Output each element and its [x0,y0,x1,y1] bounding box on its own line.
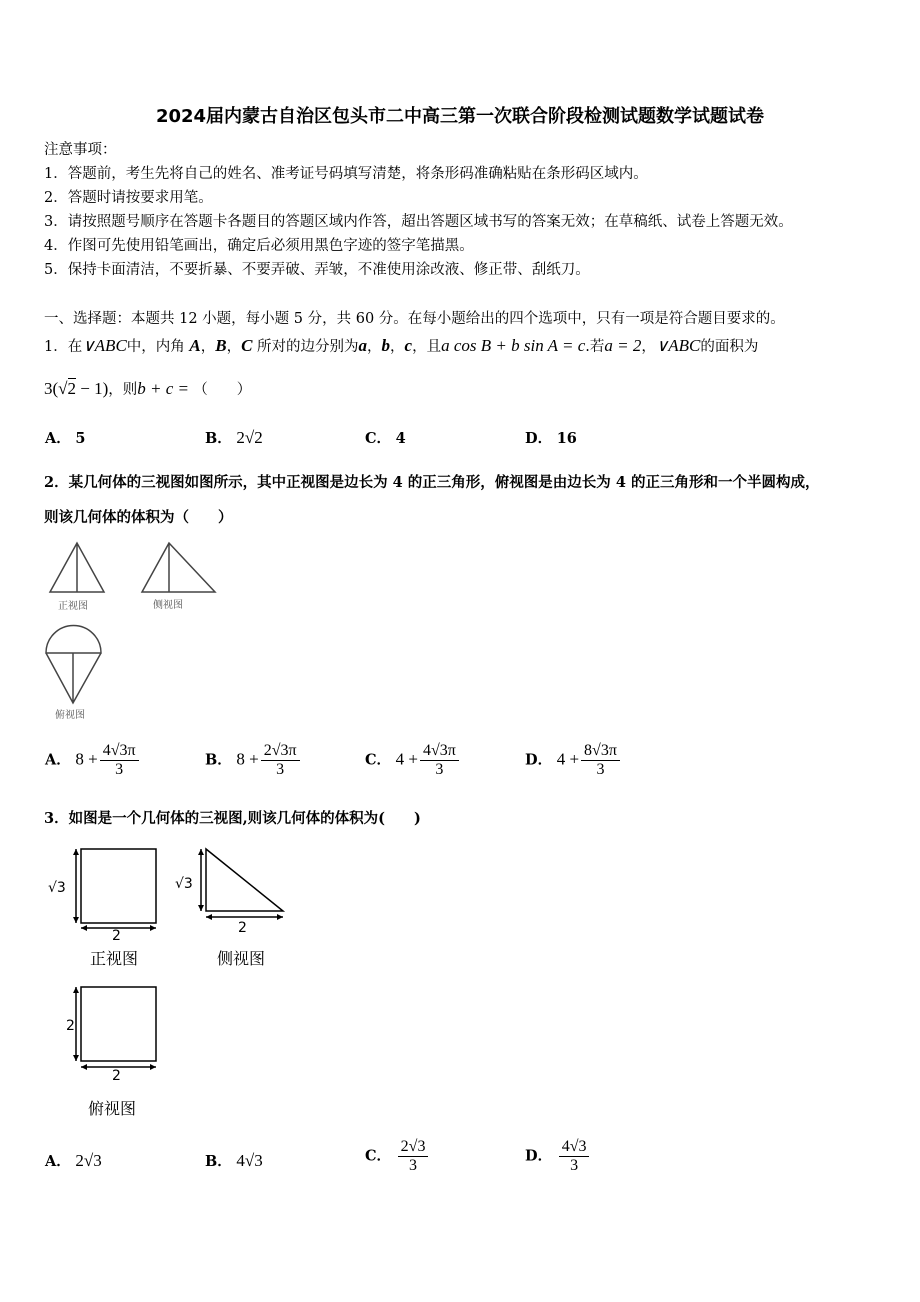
note-item: 2．答题时请按要求用笔。 [44,190,213,206]
q1-option-a[interactable]: A． 5 [45,430,86,447]
question-1-line-2: 3(√2 − 1)，则b + c = （ ） [44,379,252,398]
q2-option-b[interactable]: B． 8 + $\frac{2√3\pi}{3}$ [205,742,300,779]
side-view-label: 侧视图 [217,949,266,968]
side-view-triangle [201,849,283,917]
side-view-label: 侧视图 [153,600,183,611]
q2-option-a[interactable]: A． 8 + $\frac{4√3\pi}{3}$ [45,742,139,779]
top-view-label: 俯视图 [55,710,85,721]
dim-sqrt3: √3 [48,880,66,896]
q1-option-c[interactable]: C． 4 [365,430,406,447]
front-view-label: 正视图 [58,601,88,612]
q3-option-d[interactable]: D． $\frac{4√3}{3}$ [525,1138,589,1175]
question-2-line-2: 则该几何体的体积为（ ） [44,509,233,526]
note-item: 3．请按照题号顺序在答题卡各题目的答题区域内作答，超出答题区域书写的答案无效；在草稿纸、试卷上答题无效。 [44,214,793,230]
front-view-label: 正视图 [90,949,139,968]
dim-sqrt3: √3 [175,876,193,892]
q2-option-d[interactable]: D． 4 + $\frac{8√3\pi}{3}$ [525,742,620,779]
dim-2: 2 [112,1068,121,1084]
dim-2: 2 [238,920,247,936]
question-3-line-1: 3．如图是一个几何体的三视图,则该几何体的体积为( ) [44,810,421,827]
note-item: 5．保持卡面清洁，不要折暴、不要弄破、弄皱，不准使用涂改液、修正带、刮纸刀。 [44,262,590,278]
q1-option-d[interactable]: D． 16 [525,430,577,447]
q1-option-b[interactable]: B． 2√2 [205,428,263,447]
dim-2: 2 [66,1018,75,1034]
q3-option-c[interactable]: C． $\frac{2√3}{3}$ [365,1138,428,1175]
top-view-square [81,987,156,1061]
top-view-label: 俯视图 [88,1099,137,1118]
note-item: 1．答题前，考生先将自己的姓名、准考证号码填写清楚，将条形码准确粘贴在条形码区域内。 [44,166,648,182]
question-2-line-1: 2．某几何体的三视图如图所示，其中正视图是边长为 4 的正三角形，俯视图是由边长为 4 的正三角形和一个半圆构成， [44,474,820,491]
side-view-triangle [142,543,215,592]
section-heading: 一、选择题：本题共 12 小题，每小题 5 分，共 60 分。在每小题给出的四个选项中，只有一项是符合题目要求的。 [44,311,785,327]
exam-title: 2024届内蒙古自治区包头市二中高三第一次联合阶段检测试题数学试题试卷 [155,106,765,127]
front-view-square [81,849,156,923]
q2-option-c[interactable]: C． 4 + $\frac{4√3\pi}{3}$ [365,742,459,779]
q3-three-view-figure [40,840,300,1120]
q3-option-a[interactable]: A． 2√3 [45,1151,102,1170]
dim-2: 2 [112,928,121,944]
q3-option-b[interactable]: B． 4√3 [205,1151,263,1170]
front-view-triangle [50,543,104,592]
q2-three-view-figure [40,535,240,725]
question-1-line-1: 1．在∨ABC中，内角 A，B，C 所对的边分别为a，b，c，且a cos B + b sin A = c.若a = 2，∨ABC的面积为 [44,336,759,355]
top-view-shape [46,626,101,704]
note-item: 4．作图可先使用铅笔画出，确定后必须用黑色字迹的签字笔描黑。 [44,238,474,254]
notes-heading: 注意事项： [44,142,117,158]
